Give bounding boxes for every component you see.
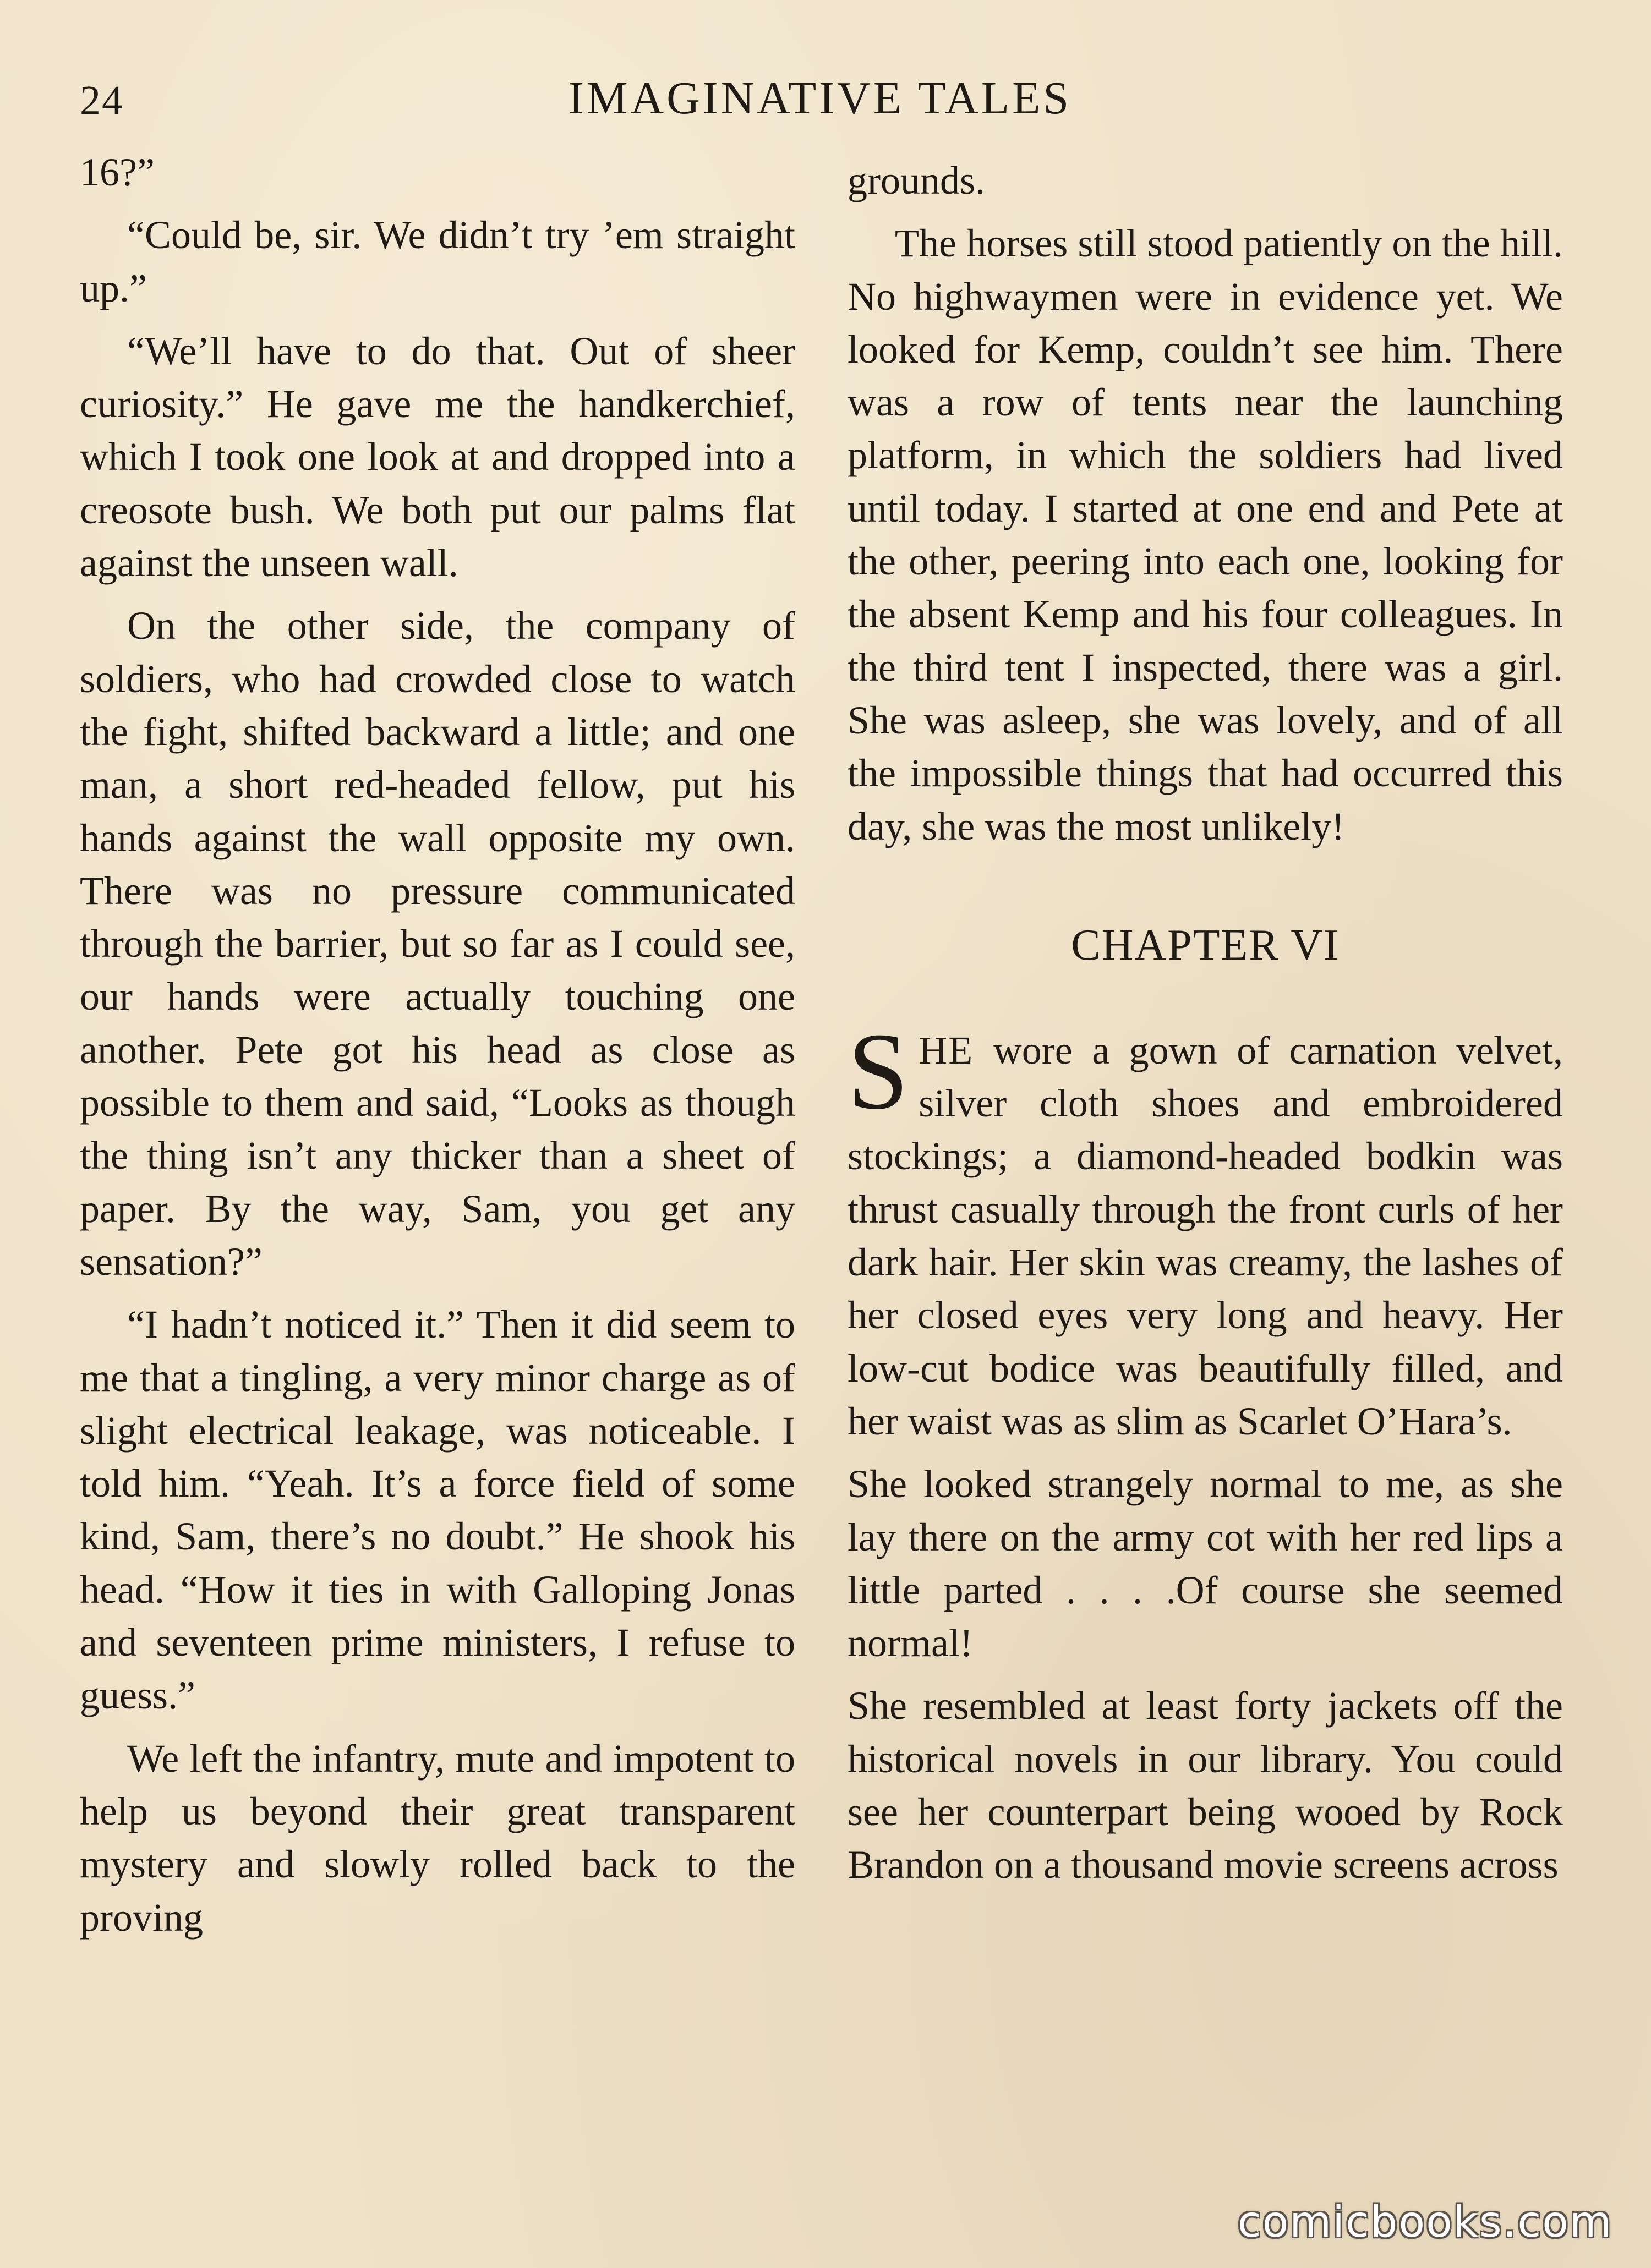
paragraph: The horses still stood patiently on the hill. No highwaymen were in evidence yet. We looked for Kemp, couldn’t see him. There was a row of tents near the launching platform, in which the soldiers had lived until today. I started at one end and Pete at the other, peering into each one, looking for the absent Kemp and his four colleagues. In the third tent I inspected, there was a girl. She was asleep, she was lovely, and of all the impossible things that had occurred this day, she was the most unlikely! bbox=[848, 221, 1563, 848]
drop-cap: S bbox=[848, 1010, 909, 1132]
paragraph: On the other side, the company of soldiers, who had crowded close to watch the fight, shifted backward a little; and one man, a short red-headed fellow, put his hands against the wall opposite my own. There was no pressure communicated through the barrier, but so far as I could see, our hands were actually touching one another. Pete got his head as close as possible to them and said, “Looks as though the thing isn’t any thicker than a sheet of paper. By the way, Sam, you get any sensation?” bbox=[80, 604, 795, 1284]
paragraph: grounds. bbox=[848, 158, 985, 202]
page-number: 24 bbox=[80, 78, 124, 124]
paragraph: 16?” bbox=[80, 150, 155, 194]
paragraph: She looked strangely normal to me, as she lay there on the army cot with her red lips a little parted . . . .Of course she seemed normal! bbox=[848, 1462, 1563, 1666]
chapter-heading: CHAPTER VI bbox=[1071, 921, 1340, 969]
opening-small-caps: HE bbox=[919, 1028, 974, 1072]
running-head bbox=[80, 72, 1560, 132]
chapter-opening-paragraph bbox=[848, 1010, 1563, 1448]
left-column bbox=[80, 146, 795, 1954]
paragraph: “I hadn’t noticed it.” Then it did seem to me that a tingling, a very minor charge as of slight electrical leakage, was noticeable. I told him. “Yeah. It’s a force field of some kind, Sam, there’s no doubt.” He shook his head. “How it ties in with Galloping Jonas and seventeen prime ministers, I refuse to guess.” bbox=[80, 1302, 795, 1718]
paragraph: “Could be, sir. We didn’t try ’em straight up.” bbox=[80, 213, 795, 310]
paragraph: She resembled at least forty jackets off the historical novels in our library. You could see her counterpart being wooed by Rock Brandon on a thousand movie screens across bbox=[848, 1684, 1563, 1887]
paragraph: We left the infantry, mute and impotent to help us beyond their great transparent mystery and slowly rolled back to the proving bbox=[80, 1736, 795, 1940]
magazine-title: IMAGINATIVE TALES bbox=[568, 73, 1072, 124]
paragraph: “We’ll have to do that. Out of sheer curiosity.” He gave me the handkerchief, which I took one look at and dropped into a creosote bush. We both put our palms flat against the unseen wall. bbox=[80, 328, 795, 585]
right-column bbox=[848, 154, 1563, 1902]
watermark: comicbooks.com bbox=[1237, 2198, 1612, 2247]
opening-paragraph-text: wore a gown of carnation velvet, silver cloth shoes and embroidered stockings; a diamond-headed bodkin was thrust casually through the front curls of her dark hair. Her skin was creamy, the lashes of her closed eyes very long and heavy. Her low-cut bodice was beautifully filled, and her waist was as slim as Scarlet O’Hara’s. bbox=[848, 1028, 1563, 1443]
